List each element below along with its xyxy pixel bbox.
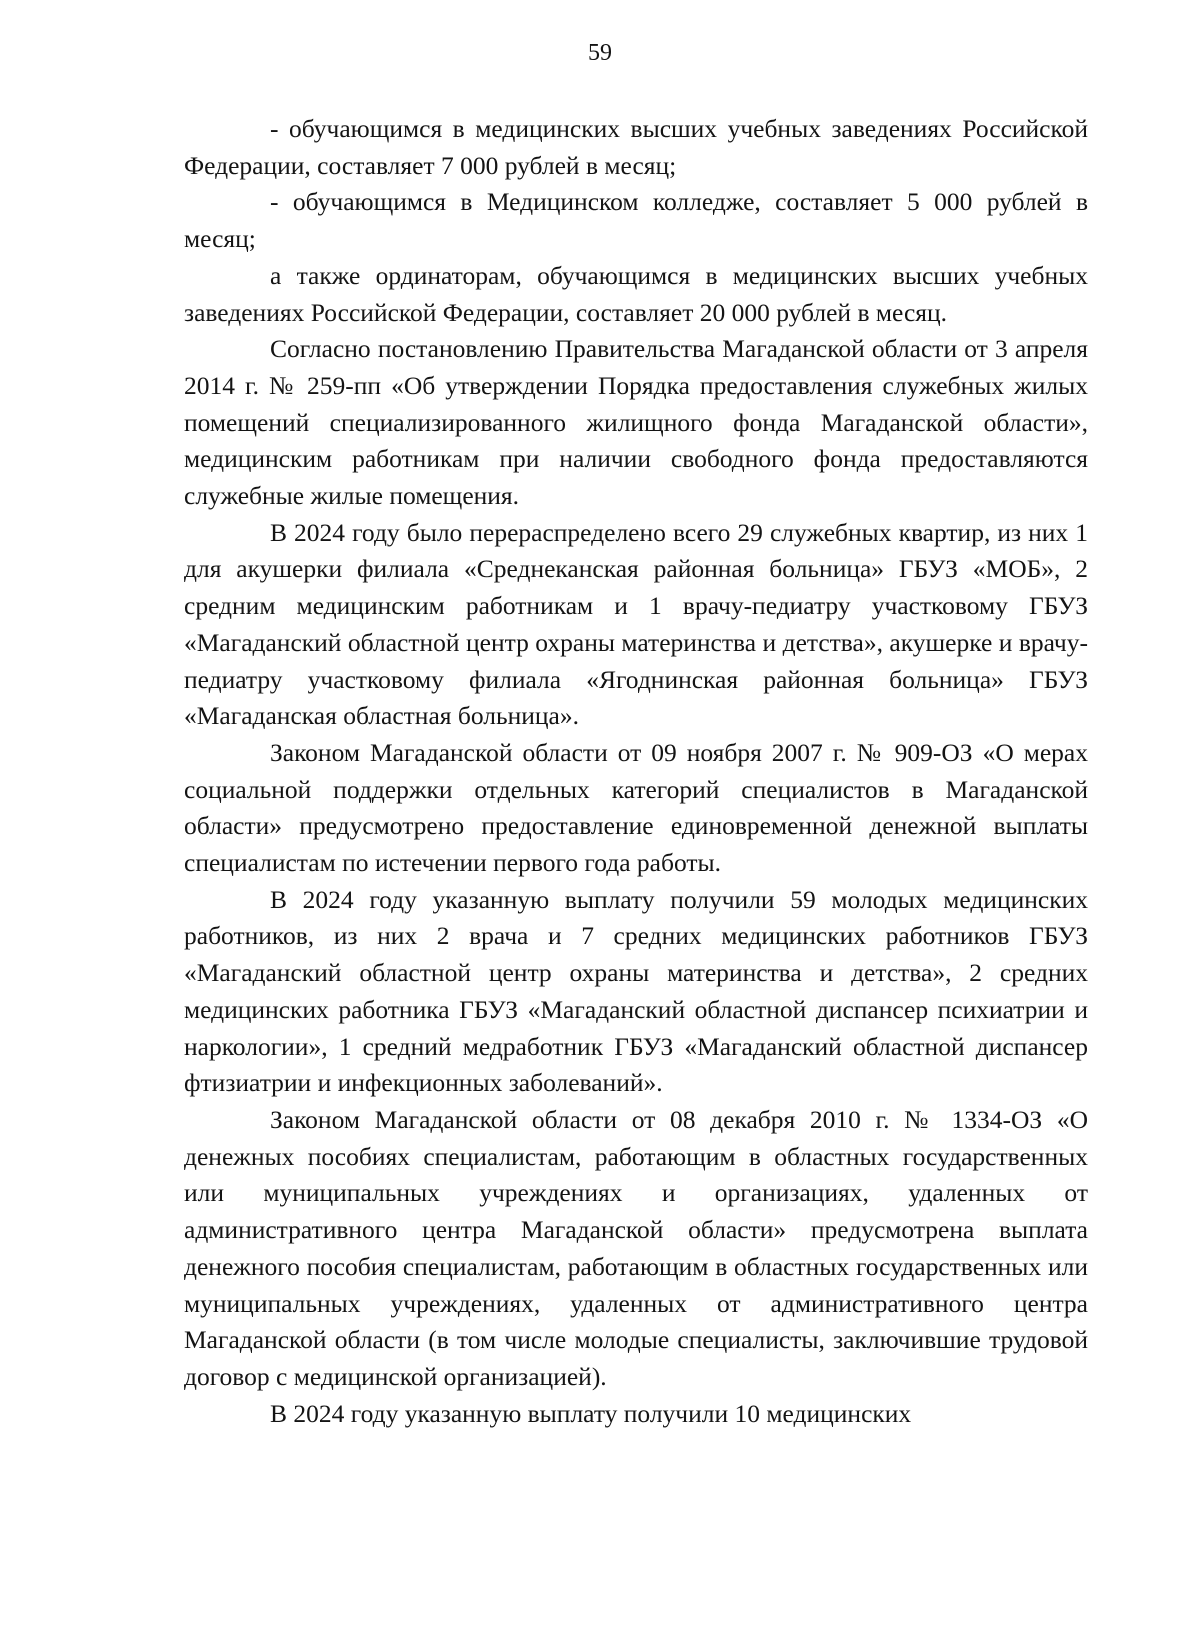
paragraph-payment-2024-young: В 2024 году указанную выплату получили 59 молодых медицинских работников, из них 2 врача и 7 средних медицинских работников ГБУЗ «Магаданский областной центр охраны материнства и детства», 2 средних медицинских работника ГБУЗ «Магаданский областной диспансер психиатрии и наркологии», 1 средний медработник ГБУЗ «Магаданский областной диспансер фтизиатрии и инфекционных заболеваний».: [184, 884, 1088, 1098]
paragraph-payment-2024-remote: В 2024 году указанную выплату получили 10 медицинских: [270, 1398, 912, 1428]
document-body: [184, 111, 1088, 1432]
paragraph-student-allowance-universities: - обучающимся в медицинских высших учебных заведениях Российской Федерации, составляет 7 000 рублей в месяц;: [184, 114, 1088, 180]
paragraph-student-allowance-college: - обучающимся в Медицинском колледже, составляет 5 000 рублей в месяц;: [184, 187, 1088, 254]
paragraph-law-909: Законом Магаданской области от 09 ноября 2007 г. № 909-ОЗ «О мерах социальной поддержки отдельных категорий специалистов в Магаданской области» предусмотрено предоставление единовременной денежной выплаты специалистам по истечении первого года работы.: [184, 737, 1088, 878]
paragraph-residents-allowance: а также ординаторам, обучающимся в медицинских высших учебных заведениях Российской Федерации, составляет 20 000 рублей в месяц.: [184, 260, 1088, 327]
page-number: 59: [588, 40, 612, 66]
paragraph-housing-2024: В 2024 году было перераспределено всего 29 служебных квартир, из них 1 для акушерки филиала «Среднеканская районная больница» ГБУЗ «МОБ», 2 средним медицинским работникам и 1 врачу-педиатру участковому ГБУЗ «Магаданский областной центр охраны материнства и детства», акушерке и врачу-педиатру участковому филиала «Ягоднинская районная больница» ГБУЗ «Магаданская областная больница».: [184, 517, 1088, 731]
paragraph-law-1334: Законом Магаданской области от 08 декабря 2010 г. № 1334-ОЗ «О денежных пособиях специалистам, работающим в областных государственных или муниципальных учреждениях и организациях, удаленных от административного центра Магаданской области» предусмотрена выплата денежного пособия специалистам, работающим в областных государственных или муниципальных учреждениях, удаленных от административного центра Магаданской области (в том числе молодые специалисты, заключившие трудовой договор с медицинской организацией).: [184, 1104, 1088, 1391]
paragraph-housing-resolution: Согласно постановлению Правительства Магаданской области от 3 апреля 2014 г. № 259-пп «Об утверждении Порядка предоставления служебных жилых помещений специализированного жилищного фонда Магаданской области», медицинским работникам при наличии свободного фонда предоставляются служебные жилые помещения.: [184, 334, 1088, 511]
